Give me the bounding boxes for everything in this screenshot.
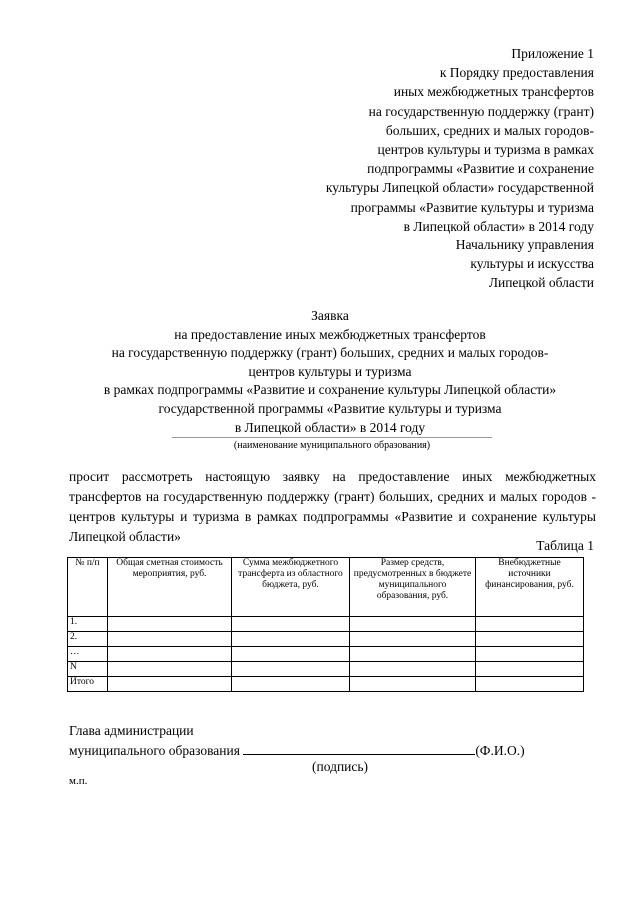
- funding-table: [67, 557, 584, 692]
- table-cell: [476, 617, 584, 632]
- addressee-line: Начальнику управления: [455, 237, 594, 252]
- title-line: на государственную поддержку (грант) больших, средних и малых городов-: [111, 345, 549, 361]
- appendix-line: в Липецкой области» в 2014 году: [403, 218, 594, 234]
- title-line: на предоставление иных межбюджетных трансфертов: [174, 326, 486, 342]
- table-cell: [350, 632, 476, 647]
- signature-line: [69, 741, 525, 761]
- title-line: Заявка: [311, 308, 349, 323]
- table-cell: [476, 632, 584, 647]
- appendix-line: к Порядку предоставления: [439, 65, 594, 81]
- appendix-line: программы «Развитие культуры и туризма: [350, 199, 594, 215]
- table-caption: Таблица 1: [536, 538, 594, 553]
- table-header-cell: Общая сметная стоимость мероприятия, руб.: [108, 558, 232, 617]
- appendix-line: больших, средних и малых городов-: [385, 122, 594, 138]
- document-title: [40, 307, 620, 437]
- addressee-line: культуры и искусства: [470, 256, 594, 271]
- table-cell: [232, 617, 350, 632]
- signature-title: Глава администрации: [69, 723, 194, 738]
- table-cell: [232, 662, 350, 677]
- appendix-line: иных межбюджетных трансфертов: [393, 84, 594, 100]
- table-cell: [108, 677, 232, 692]
- table-cell: [350, 617, 476, 632]
- signature-position: муниципального образования: [69, 743, 240, 758]
- addressee-block: [456, 235, 594, 292]
- title-line: государственной программы «Развитие культуры и туризма: [158, 400, 502, 416]
- request-paragraph: просит рассмотреть настоящую заявку на предоставление иных межбюджетных трансфертов на государственную поддержку (грант) больших, средних и малых городов - центров культуры и туризма в рамках подпрограммы «Развитие и сохранение культуры Липецкой области»: [69, 469, 596, 544]
- appendix-line: подпрограммы «Развитие и сохранение: [367, 161, 594, 177]
- table-header-row: [68, 558, 584, 617]
- row-number-cell: Итого: [68, 677, 108, 692]
- table-total-row: [68, 677, 584, 692]
- row-number-cell: N: [68, 662, 108, 677]
- municipality-name-line: [172, 437, 492, 438]
- table-row: [68, 662, 584, 677]
- row-number-cell: 1.: [68, 617, 108, 632]
- signature-block: [69, 721, 525, 761]
- signature-caption: (подпись): [312, 759, 369, 774]
- table-cell: [232, 632, 350, 647]
- table-cell: [108, 632, 232, 647]
- title-line: центров культуры и туризма: [248, 363, 412, 379]
- table-header-cell: Сумма межбюджетного трансферта из областного бюджета, руб.: [232, 558, 350, 617]
- row-number-cell: 2.: [68, 632, 108, 647]
- appendix-line: на государственную поддержку (грант): [368, 103, 594, 119]
- table-header-cell: № п/п: [68, 558, 108, 617]
- table-header-cell: Внебюджетные источники финансирования, руб.: [476, 558, 584, 617]
- title-line: в рамках подпрограммы «Развитие и сохранение культуры Липецкой области»: [103, 382, 557, 398]
- row-number-cell: …: [68, 647, 108, 662]
- table-cell: [108, 647, 232, 662]
- table-cell: [350, 677, 476, 692]
- table-row: [68, 617, 584, 632]
- table-cell: [476, 677, 584, 692]
- table-cell: [476, 647, 584, 662]
- table-row: [68, 632, 584, 647]
- appendix-header: [326, 44, 594, 236]
- table-cell: [232, 677, 350, 692]
- table-cell: [350, 662, 476, 677]
- table-cell: [350, 647, 476, 662]
- appendix-line: Приложение 1: [511, 46, 594, 61]
- appendix-line: культуры Липецкой области» государственной: [325, 180, 594, 196]
- appendix-line: центров культуры и туризма в рамках: [377, 142, 594, 158]
- table-cell: [476, 662, 584, 677]
- seal-place-label: м.п.: [69, 775, 88, 787]
- table-cell: [232, 647, 350, 662]
- table-cell: [108, 662, 232, 677]
- signature-underline: [243, 742, 475, 755]
- table-cell: [108, 617, 232, 632]
- municipality-caption: (наименование муниципального образования): [233, 440, 431, 451]
- fio-label: (Ф.И.О.): [475, 743, 525, 758]
- table-row: [68, 647, 584, 662]
- table-header-cell: Размер средств, предусмотренных в бюджете муниципального образования, руб.: [350, 558, 476, 617]
- addressee-line: Липецкой области: [488, 275, 594, 290]
- title-line: в Липецкой области» в 2014 году: [234, 419, 426, 435]
